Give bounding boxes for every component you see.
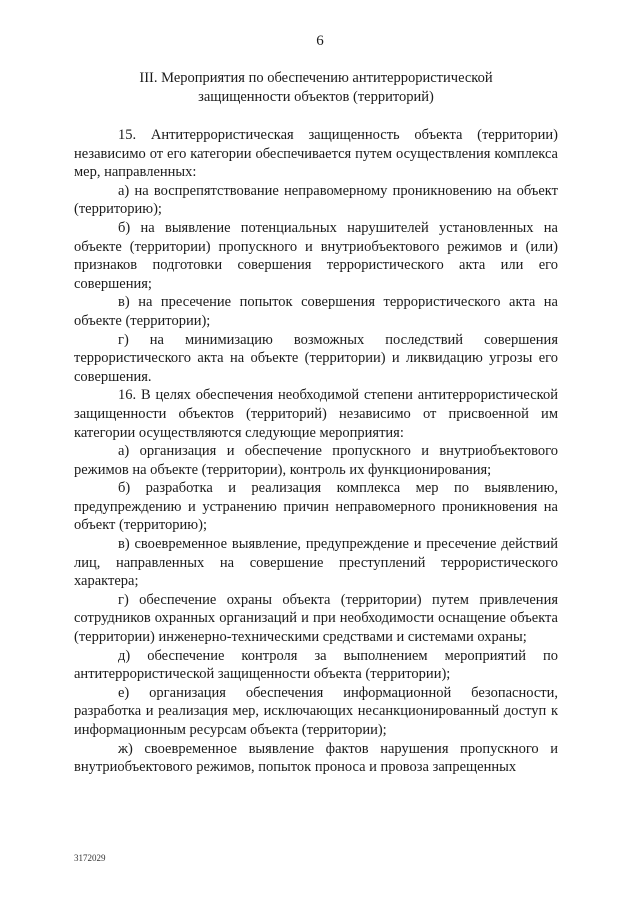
- section-heading-line-1: III. Мероприятия по обеспечению антитеррористической: [139, 70, 493, 86]
- paragraph-15-v: в) на пресечение попыток совершения террористического акта на объекте (территории);: [74, 294, 558, 329]
- paragraph-16-v: в) своевременное выявление, предупреждение и пресечение действий лиц, направленных на совершение преступлений террористического характера;: [74, 536, 558, 590]
- paragraph-16: 16. В целях обеспечения необходимой степени антитеррористической защищенности объектов (территорий) независимо от присвоенной им категории осуществляются следующие мероприятия:: [74, 387, 558, 441]
- paragraph-15-g: г) на минимизацию возможных последствий совершения террористического акта на объекте (территории) и ликвидацию угрозы его совершения.: [74, 331, 558, 385]
- paragraph-16-g: г) обеспечение охраны объекта (территории) путем привлечения сотрудников охранных организаций и при необходимости оснащение объекта (территории) инженерно-техническими средствами и системами охраны;: [74, 591, 558, 646]
- section-heading-line-2: защищенности объектов (территорий): [198, 89, 434, 105]
- paragraph-15-a: а) на воспрепятствование неправомерному проникновению на объект (территорию);: [74, 182, 558, 218]
- paragraph-15-b: б) на выявление потенциальных нарушителей установленных на объекте (территории) пропускного и внутриобъектового режимов и (или) признаков подготовки совершения террористического акта или его совершения;: [74, 219, 558, 292]
- paragraph-16-a: а) организация и обеспечение пропускного и внутриобъектового режимов на объекте (территории), контроль их функционирования;: [74, 443, 558, 478]
- paragraph-16-b: б) разработка и реализация комплекса мер по выявлению, предупреждению и устранению причин неправомерного проникновения на объект (территорию);: [74, 480, 558, 534]
- section-heading: [74, 69, 558, 107]
- paragraph-16-d: д) обеспечение контроля за выполнением мероприятий по антитеррористической защищенности объекта (территории);: [74, 647, 558, 683]
- paragraph-16-zh: ж) своевременное выявление фактов нарушения пропускного и внутриобъектового режимов, попыток проноса и провоза запрещенных: [74, 740, 558, 776]
- paragraph-15: 15. Антитеррористическая защищенность объекта (территории) независимо от его категории обеспечивается путем осуществления комплекса мер, направленных:: [74, 127, 558, 181]
- page-number: 6: [316, 33, 324, 49]
- document-code: 3172029: [74, 853, 106, 863]
- paragraph-16-e: е) организация обеспечения информационной безопасности, разработка и реализация мер, исключающих несанкционированный доступ к информационным ресурсам объекта (территории);: [74, 684, 558, 738]
- document-body: [74, 126, 558, 777]
